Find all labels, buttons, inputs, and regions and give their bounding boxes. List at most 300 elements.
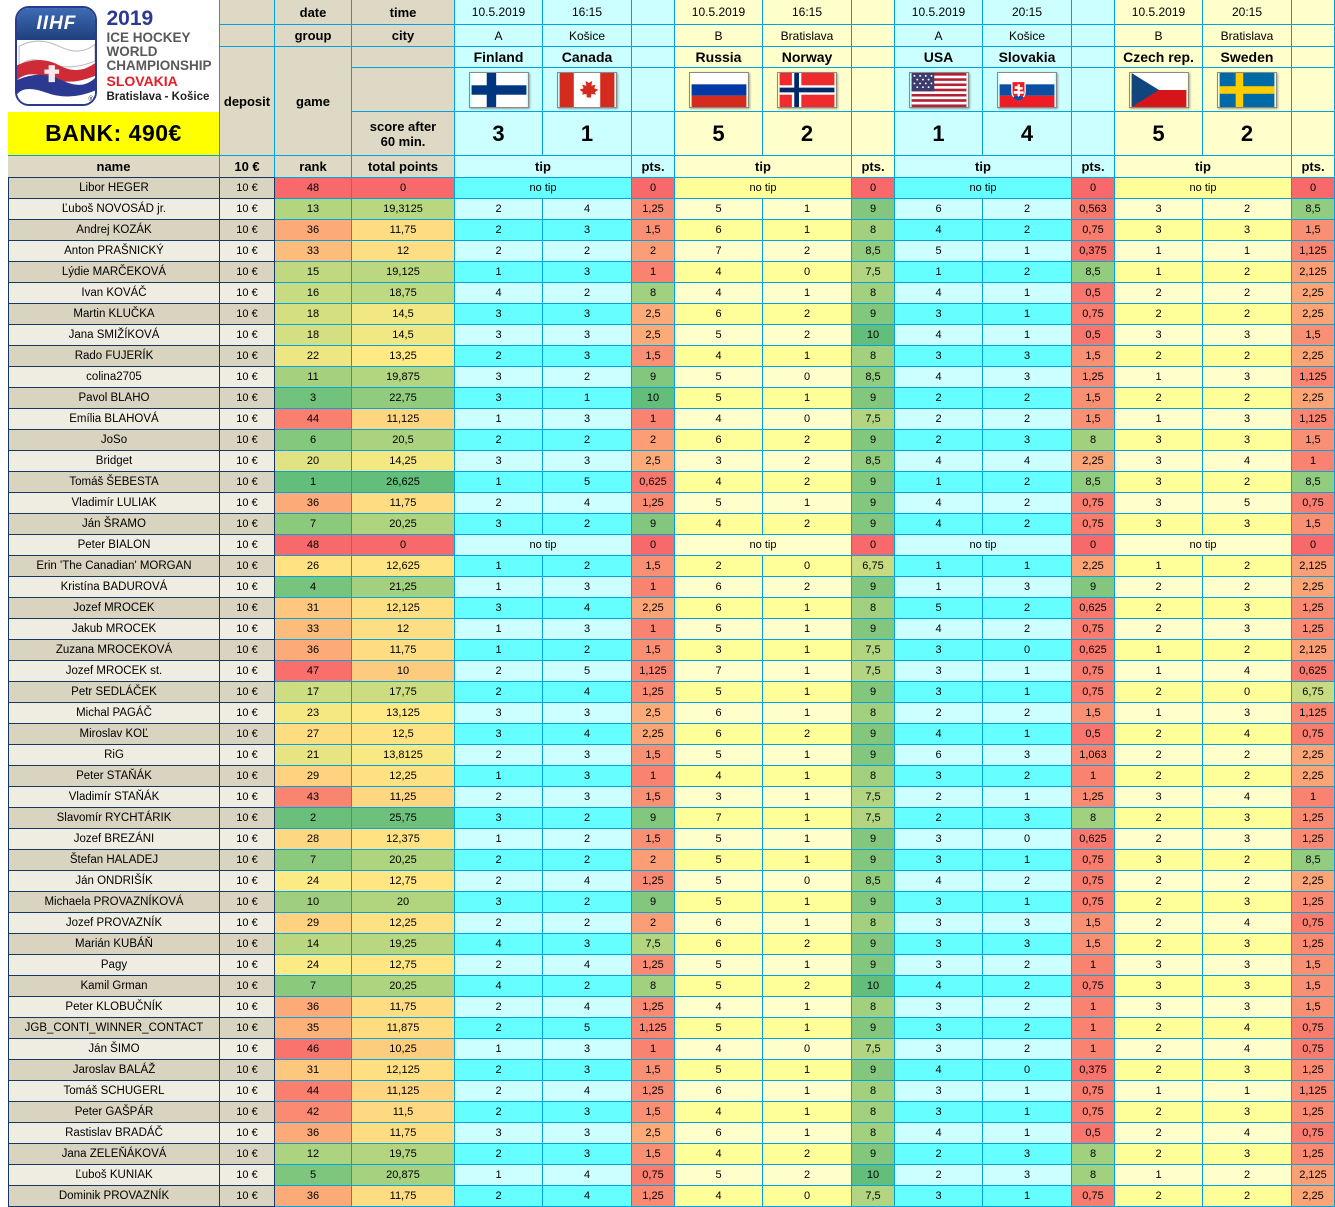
match-city: Bratislava	[1203, 25, 1292, 47]
rank-header: rank	[275, 156, 352, 178]
player-deposit: 10 €	[220, 199, 275, 220]
tip-away-goals: 4	[1203, 1018, 1292, 1039]
tip-away-goals: 2	[543, 241, 632, 262]
row-gutter	[0, 829, 8, 850]
tip-home-goals: 4	[895, 367, 983, 388]
tip-points: 2	[632, 241, 675, 262]
tip-home-goals: 3	[1115, 325, 1203, 346]
tip-home-goals: 1	[1115, 1165, 1203, 1186]
tip-away-goals: 3	[543, 1039, 632, 1060]
tip-points: 0,75	[1292, 493, 1335, 514]
tip-away-goals: 2	[1203, 346, 1292, 367]
player-name: Ján ŠRAMO	[8, 514, 220, 535]
tip-points: 9	[852, 619, 895, 640]
player-name: Erin 'The Canadian' MORGAN	[8, 556, 220, 577]
player-rank: 12	[275, 1144, 352, 1165]
match-block-usa-slovakia	[895, 0, 1115, 178]
tip-points: 2	[632, 913, 675, 934]
tip-points: 8,5	[852, 367, 895, 388]
tip-home-goals: 2	[1115, 913, 1203, 934]
tip-points: 1,125	[1292, 703, 1335, 724]
tip-away-goals: 2	[983, 703, 1072, 724]
player-total-points: 21,25	[352, 577, 455, 598]
tip-away-goals: 1	[763, 850, 852, 871]
tip-home-goals: 6	[675, 934, 763, 955]
away-flag-cell	[763, 68, 852, 112]
tip-home-goals: 4	[455, 283, 543, 304]
player-name: Vladimír LULIAK	[8, 493, 220, 514]
player-rank: 16	[275, 283, 352, 304]
player-rank: 29	[275, 766, 352, 787]
tip-points: 1,25	[1292, 1144, 1335, 1165]
row-gutter	[0, 955, 8, 976]
tip-home-goals: 2	[1115, 1060, 1203, 1081]
tip-home-goals: 2	[455, 241, 543, 262]
tip-away-goals: 3	[543, 787, 632, 808]
tip-home-goals: 7	[675, 808, 763, 829]
tip-home-goals: 4	[675, 766, 763, 787]
tip-points: 2,125	[1292, 262, 1335, 283]
tip-away-goals: 3	[983, 367, 1072, 388]
iihf-badge-label: IIHF	[36, 12, 77, 34]
player-name: Ján ŠIMO	[8, 1039, 220, 1060]
tip-points: 0,625	[1072, 598, 1115, 619]
row-gutter	[0, 1123, 8, 1144]
tip-away-goals: 1	[763, 1081, 852, 1102]
player-total-points: 20,25	[352, 850, 455, 871]
row-gutter	[0, 220, 8, 241]
tip-home-goals: 2	[895, 808, 983, 829]
tip-away-goals: 1	[983, 1102, 1072, 1123]
tip-points: 0,75	[1292, 1123, 1335, 1144]
no-tip-cell: no tip	[675, 178, 852, 199]
logo-line1: ICE HOCKEY	[106, 30, 191, 45]
player-rank: 13	[275, 199, 352, 220]
player-total-points: 11,125	[352, 409, 455, 430]
tip-points: 1,25	[632, 1081, 675, 1102]
row-gutter	[0, 388, 8, 409]
tip-points: 1,25	[632, 493, 675, 514]
tip-points: 0,75	[1072, 976, 1115, 997]
tip-points: 8	[852, 1102, 895, 1123]
home-score: 3	[455, 112, 543, 156]
tip-points: 1,125	[1292, 409, 1335, 430]
tip-home-goals: 6	[675, 913, 763, 934]
player-total-points: 19,875	[352, 367, 455, 388]
player-total-points: 20,5	[352, 430, 455, 451]
tip-points: 8	[852, 1123, 895, 1144]
player-total-points: 12	[352, 619, 455, 640]
tip-points: 9	[852, 577, 895, 598]
player-total-points: 0	[352, 178, 455, 199]
player-rank: 7	[275, 850, 352, 871]
player-deposit: 10 €	[220, 304, 275, 325]
tip-points: 9	[852, 1060, 895, 1081]
tip-points: 1,063	[1072, 745, 1115, 766]
tip-home-goals: 4	[675, 283, 763, 304]
tip-points: 2,25	[1292, 871, 1335, 892]
tip-home-goals: 3	[895, 997, 983, 1018]
player-total-points: 12,125	[352, 598, 455, 619]
tip-home-goals: 4	[895, 619, 983, 640]
player-rank: 6	[275, 430, 352, 451]
tip-home-goals: 3	[1115, 997, 1203, 1018]
player-deposit: 10 €	[220, 493, 275, 514]
row-gutter	[0, 472, 8, 493]
player-deposit: 10 €	[220, 346, 275, 367]
tip-away-goals: 3	[983, 1165, 1072, 1186]
city-label: city	[352, 25, 455, 47]
tip-away-goals: 2	[983, 493, 1072, 514]
tip-points: 7,5	[852, 409, 895, 430]
tip-away-goals: 1	[763, 1060, 852, 1081]
tip-home-goals: 2	[455, 346, 543, 367]
player-total-points: 12,625	[352, 556, 455, 577]
player-name: Peter GAŠPÁR	[8, 1102, 220, 1123]
tip-points: 1,125	[632, 1018, 675, 1039]
tip-points: 10	[852, 976, 895, 997]
away-score: 4	[983, 112, 1072, 156]
tip-away-goals: 1	[763, 1102, 852, 1123]
player-deposit: 10 €	[220, 682, 275, 703]
player-total-points: 20	[352, 892, 455, 913]
player-name: Tomáš ŠEBESTA	[8, 472, 220, 493]
tip-away-goals: 3	[1203, 976, 1292, 997]
tip-points: 1,25	[1292, 934, 1335, 955]
tip-away-goals: 1	[983, 661, 1072, 682]
player-rank: 47	[275, 661, 352, 682]
tip-home-goals: 4	[675, 409, 763, 430]
tip-home-goals: 2	[1115, 1123, 1203, 1144]
player-row	[0, 724, 1335, 745]
tip-home-goals: 4	[675, 1186, 763, 1207]
tip-home-goals: 6	[675, 220, 763, 241]
empty-cell	[632, 0, 675, 25]
player-rank: 42	[275, 1102, 352, 1123]
tip-away-goals: 0	[763, 871, 852, 892]
tip-points: 0,75	[1292, 724, 1335, 745]
player-name: Pavol BLAHO	[8, 388, 220, 409]
away-score: 2	[763, 112, 852, 156]
tip-home-goals: 1	[455, 1039, 543, 1060]
row-gutter	[0, 493, 8, 514]
tip-home-goals: 3	[895, 913, 983, 934]
sweden-flag-icon	[1217, 72, 1277, 108]
tip-points: 1	[632, 262, 675, 283]
tip-home-goals: 4	[895, 220, 983, 241]
player-name: Libor HEGER	[8, 178, 220, 199]
empty-cell	[1072, 47, 1115, 68]
tip-home-goals: 5	[675, 388, 763, 409]
tip-home-goals: 3	[455, 598, 543, 619]
tip-home-goals: 4	[675, 1039, 763, 1060]
tip-points: 0	[1292, 178, 1335, 199]
player-deposit: 10 €	[220, 871, 275, 892]
away-flag-cell	[543, 68, 632, 112]
tip-home-goals: 3	[895, 766, 983, 787]
tip-home-goals: 2	[455, 1186, 543, 1207]
home-score: 1	[895, 112, 983, 156]
player-name: Ľuboš NOVOSÁD jr.	[8, 199, 220, 220]
tip-home-goals: 1	[1115, 367, 1203, 388]
tip-away-goals: 1	[983, 283, 1072, 304]
tip-home-goals: 3	[675, 640, 763, 661]
tip-points: 8	[1072, 430, 1115, 451]
tip-away-goals: 2	[543, 808, 632, 829]
tip-away-goals: 3	[983, 577, 1072, 598]
tip-home-goals: 3	[895, 682, 983, 703]
player-deposit: 10 €	[220, 388, 275, 409]
tip-home-goals: 3	[1115, 493, 1203, 514]
tip-away-goals: 1	[763, 955, 852, 976]
player-row	[0, 283, 1335, 304]
tip-home-goals: 3	[895, 346, 983, 367]
norway-flag-icon	[777, 72, 837, 108]
tip-home-goals: 1	[1115, 241, 1203, 262]
tip-points: 1,5	[632, 556, 675, 577]
tip-home-goals: 2	[1115, 934, 1203, 955]
tip-home-goals: 4	[455, 934, 543, 955]
tip-points: 2,25	[1292, 346, 1335, 367]
tip-home-goals: 3	[895, 640, 983, 661]
tip-points: 8	[1072, 1165, 1115, 1186]
player-total-points: 11,75	[352, 1186, 455, 1207]
tip-away-goals: 4	[543, 955, 632, 976]
tip-away-goals: 3	[1203, 367, 1292, 388]
tip-home-goals: 5	[675, 199, 763, 220]
player-rank: 4	[275, 577, 352, 598]
player-row	[0, 787, 1335, 808]
player-row	[0, 535, 1335, 556]
tip-points: 9	[852, 493, 895, 514]
tip-points: 0,75	[1072, 892, 1115, 913]
tip-points: 0,375	[1072, 241, 1115, 262]
player-total-points: 20,25	[352, 514, 455, 535]
tip-away-goals: 2	[763, 325, 852, 346]
tip-away-goals: 3	[1203, 430, 1292, 451]
tip-home-goals: 4	[895, 976, 983, 997]
tip-away-goals: 2	[543, 430, 632, 451]
tip-away-goals: 3	[1203, 325, 1292, 346]
tip-away-goals: 1	[763, 619, 852, 640]
no-tip-cell: no tip	[895, 535, 1072, 556]
tip-away-goals: 4	[1203, 661, 1292, 682]
player-name: Kristína BADUROVÁ	[8, 577, 220, 598]
empty-cell	[352, 47, 455, 68]
tip-home-goals: 3	[895, 850, 983, 871]
tip-home-goals: 2	[455, 745, 543, 766]
tip-home-goals: 1	[455, 556, 543, 577]
tip-away-goals: 1	[763, 1018, 852, 1039]
player-rank: 36	[275, 997, 352, 1018]
tip-points: 0,563	[1072, 199, 1115, 220]
tip-away-goals: 2	[1203, 388, 1292, 409]
tip-away-goals: 2	[983, 598, 1072, 619]
tip-points: 6,75	[1292, 682, 1335, 703]
tip-home-goals: 5	[675, 829, 763, 850]
match-block-czech-sweden	[1115, 0, 1335, 178]
player-deposit: 10 €	[220, 430, 275, 451]
row-gutter	[0, 703, 8, 724]
tip-points: 9	[852, 472, 895, 493]
tip-points: 2,125	[1292, 1165, 1335, 1186]
away-team: Canada	[543, 47, 632, 68]
player-total-points: 18,75	[352, 283, 455, 304]
tip-home-goals: 2	[895, 703, 983, 724]
tip-away-goals: 1	[983, 241, 1072, 262]
tip-points: 1,5	[1292, 955, 1335, 976]
tip-home-goals: 3	[455, 304, 543, 325]
tip-home-goals: 2	[1115, 619, 1203, 640]
tip-home-goals: 2	[455, 1144, 543, 1165]
tip-home-goals: 7	[675, 661, 763, 682]
tip-away-goals: 1	[983, 724, 1072, 745]
row-gutter	[0, 766, 8, 787]
deposit-label: deposit	[220, 47, 275, 156]
tip-home-goals: 2	[895, 430, 983, 451]
player-name: Jozef MROCEK	[8, 598, 220, 619]
tip-away-goals: 2	[543, 556, 632, 577]
player-deposit: 10 €	[220, 1102, 275, 1123]
tip-points: 0	[1072, 535, 1115, 556]
player-name: Bridget	[8, 451, 220, 472]
tip-points: 0	[852, 178, 895, 199]
player-deposit: 10 €	[220, 577, 275, 598]
tip-home-goals: 1	[455, 619, 543, 640]
player-row	[0, 619, 1335, 640]
players-table-body	[0, 178, 1335, 1207]
tip-points: 10	[852, 1165, 895, 1186]
player-name: Rastislav BRADÁČ	[8, 1123, 220, 1144]
tip-home-goals: 1	[455, 1165, 543, 1186]
tip-away-goals: 2	[543, 829, 632, 850]
tip-home-goals: 4	[675, 262, 763, 283]
tip-home-goals: 2	[1115, 745, 1203, 766]
tip-home-goals: 2	[1115, 829, 1203, 850]
tip-home-goals: 5	[675, 325, 763, 346]
player-rank: 48	[275, 178, 352, 199]
player-total-points: 19,125	[352, 262, 455, 283]
player-name: RiG	[8, 745, 220, 766]
tip-home-goals: 4	[895, 325, 983, 346]
tip-points: 1,5	[1292, 220, 1335, 241]
bank-banner: BANK: 490€	[8, 112, 220, 156]
tip-points: 2,25	[1072, 451, 1115, 472]
tip-away-goals: 3	[543, 1102, 632, 1123]
player-row	[0, 262, 1335, 283]
tip-away-goals: 0	[763, 1039, 852, 1060]
player-total-points: 19,3125	[352, 199, 455, 220]
tip-points: 2,5	[632, 703, 675, 724]
tip-points: 9	[852, 304, 895, 325]
tip-away-goals: 2	[1203, 472, 1292, 493]
tip-points: 9	[852, 388, 895, 409]
tip-away-goals: 3	[543, 1123, 632, 1144]
player-row	[0, 430, 1335, 451]
player-row	[0, 871, 1335, 892]
tip-home-goals: 3	[1115, 199, 1203, 220]
tip-home-goals: 1	[455, 640, 543, 661]
tip-home-goals: 3	[1115, 955, 1203, 976]
tip-away-goals: 3	[543, 577, 632, 598]
player-total-points: 12,75	[352, 955, 455, 976]
tip-home-goals: 2	[455, 661, 543, 682]
player-rank: 48	[275, 535, 352, 556]
tip-points: 10	[632, 388, 675, 409]
player-row	[0, 388, 1335, 409]
player-row	[0, 220, 1335, 241]
away-team: Sweden	[1203, 47, 1292, 68]
tip-points: 1,5	[632, 829, 675, 850]
tip-away-goals: 3	[1203, 955, 1292, 976]
tip-points: 1,125	[632, 661, 675, 682]
player-deposit: 10 €	[220, 1186, 275, 1207]
tip-points: 1,125	[1292, 241, 1335, 262]
tip-away-goals: 2	[763, 430, 852, 451]
tip-home-goals: 3	[455, 388, 543, 409]
tip-points: 1,5	[632, 640, 675, 661]
match-date: 10.5.2019	[675, 0, 763, 25]
tip-home-goals: 2	[455, 850, 543, 871]
player-deposit: 10 €	[220, 1039, 275, 1060]
tip-away-goals: 1	[983, 850, 1072, 871]
player-name: Ľuboš KUNIAK	[8, 1165, 220, 1186]
tip-points: 1,25	[1072, 787, 1115, 808]
tip-home-goals: 2	[1115, 598, 1203, 619]
tip-header: tip	[675, 156, 852, 178]
tip-away-goals: 2	[1203, 283, 1292, 304]
tip-home-goals: 6	[675, 430, 763, 451]
deposit-column-header	[220, 0, 275, 178]
empty-cell	[1072, 0, 1115, 25]
player-total-points: 12,25	[352, 766, 455, 787]
tip-points: 1,5	[1072, 934, 1115, 955]
player-row	[0, 1144, 1335, 1165]
tip-home-goals: 5	[675, 367, 763, 388]
player-name: Pagy	[8, 955, 220, 976]
tip-points: 9	[852, 850, 895, 871]
tip-away-goals: 1	[763, 892, 852, 913]
match-time: 16:15	[763, 0, 852, 25]
tip-home-goals: 2	[1115, 577, 1203, 598]
player-deposit: 10 €	[220, 640, 275, 661]
tip-home-goals: 3	[895, 1081, 983, 1102]
tip-points: 1,5	[1072, 346, 1115, 367]
tip-points: 8	[852, 913, 895, 934]
player-row	[0, 1018, 1335, 1039]
player-deposit: 10 €	[220, 535, 275, 556]
tip-points: 0	[852, 535, 895, 556]
tip-points: 0	[632, 535, 675, 556]
no-tip-cell: no tip	[895, 178, 1072, 199]
player-name: Jozef PROVAZNÍK	[8, 913, 220, 934]
logo-year: 2019	[106, 7, 154, 30]
player-name: Rado FUJERÍK	[8, 346, 220, 367]
tip-home-goals: 1	[895, 472, 983, 493]
tip-home-goals: 5	[675, 976, 763, 997]
player-name: Vladimír STAŇÁK	[8, 787, 220, 808]
tip-points: 2,5	[632, 325, 675, 346]
tip-away-goals: 0	[763, 367, 852, 388]
tip-away-goals: 3	[1203, 598, 1292, 619]
player-row	[0, 850, 1335, 871]
tip-home-goals: 2	[675, 556, 763, 577]
player-deposit: 10 €	[220, 934, 275, 955]
empty-cell	[1292, 0, 1335, 25]
tip-away-goals: 3	[1203, 808, 1292, 829]
tip-home-goals: 2	[1115, 1186, 1203, 1207]
sheet-header	[0, 0, 1335, 178]
